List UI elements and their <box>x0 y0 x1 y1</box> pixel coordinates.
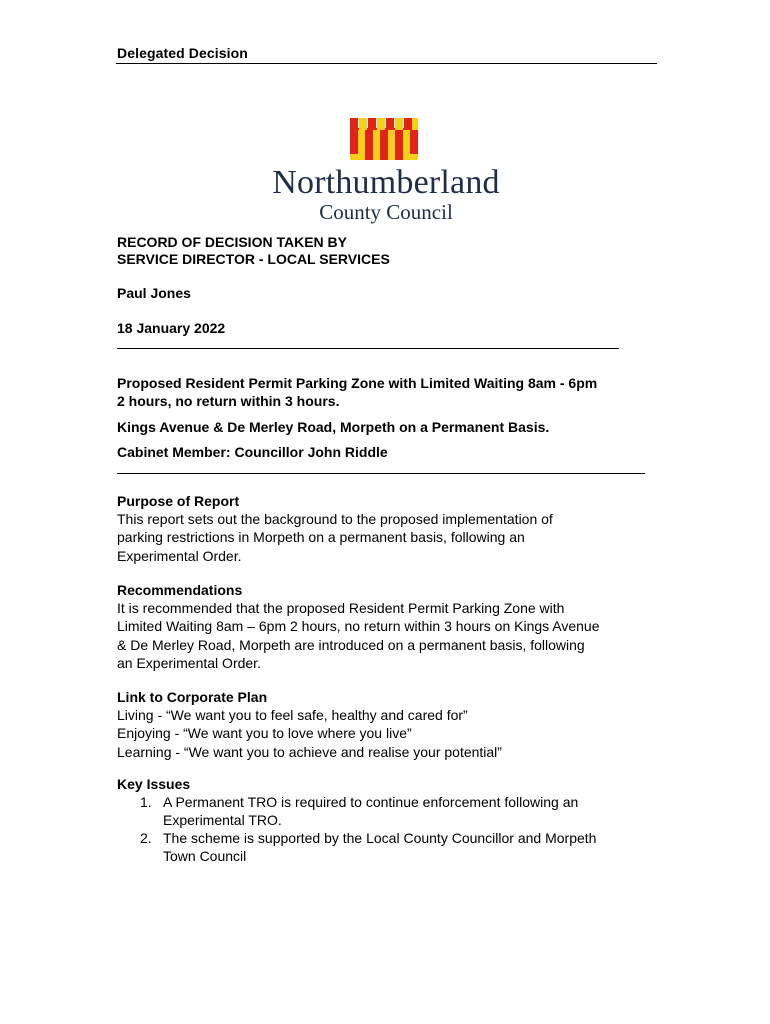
list-item-line: Town Council <box>163 848 247 864</box>
list-item-line: A Permanent TRO is required to continue enforcement following an <box>163 794 579 810</box>
purpose-section <box>117 492 657 565</box>
proposal-title-line1: Proposed Resident Permit Parking Zone with Limited Waiting 8am - 6pm <box>117 375 598 391</box>
proposal-title-line2: 2 hours, no return within 3 hours. <box>117 393 340 409</box>
list-number: 1. <box>140 794 152 810</box>
logo-subtitle: County Council <box>319 200 453 224</box>
body-line: It is recommended that the proposed Resident Permit Parking Zone with <box>117 600 565 617</box>
body-line: Enjoying - “We want you to love where you live” <box>117 725 412 742</box>
section-heading: Link to Corporate Plan <box>117 689 268 705</box>
body-line: Learning - “We want you to achieve and realise your potential” <box>117 743 502 760</box>
divider <box>117 348 619 349</box>
list-item-line: The scheme is supported by the Local County Councillor and Morpeth <box>163 830 597 846</box>
decision-date: 18 January 2022 <box>117 320 226 336</box>
recommendations-section <box>117 581 657 672</box>
body-line: & De Merley Road, Morpeth are introduced on a permanent basis, following <box>117 636 585 653</box>
northumberland-flag-icon <box>348 116 420 160</box>
section-heading: Recommendations <box>117 582 243 598</box>
list-item <box>117 793 657 829</box>
header-divider <box>116 63 657 64</box>
corporate-plan-section <box>117 688 657 761</box>
officer-name: Paul Jones <box>117 285 191 301</box>
list-number: 2. <box>140 830 152 846</box>
list-item-line: Experimental TRO. <box>163 812 282 828</box>
divider <box>117 473 645 474</box>
council-logo <box>246 116 526 222</box>
cabinet-member: Cabinet Member: Councillor John Riddle <box>117 444 388 460</box>
key-issues-list <box>117 793 657 865</box>
body-line: parking restrictions in Morpeth on a permanent basis, following an <box>117 529 525 546</box>
record-heading-line2: SERVICE DIRECTOR - LOCAL SERVICES <box>117 251 390 267</box>
body-line: This report sets out the background to the proposed implementation of <box>117 511 553 528</box>
section-heading: Purpose of Report <box>117 493 240 509</box>
list-item <box>117 829 657 865</box>
body-line: an Experimental Order. <box>117 654 261 671</box>
document-header: Delegated Decision <box>117 45 248 61</box>
key-issues-heading-block <box>117 775 657 793</box>
body-line: Living - “We want you to feel safe, healthy and cared for” <box>117 707 468 724</box>
body-line: Experimental Order. <box>117 547 242 564</box>
section-heading: Key Issues <box>117 776 191 792</box>
logo-name: Northumberland <box>272 164 500 201</box>
body-line: Limited Waiting 8am – 6pm 2 hours, no return within 3 hours on Kings Avenue <box>117 618 600 635</box>
proposal-location: Kings Avenue & De Merley Road, Morpeth on a Permanent Basis. <box>117 419 550 435</box>
record-heading-line1: RECORD OF DECISION TAKEN BY <box>117 234 347 250</box>
